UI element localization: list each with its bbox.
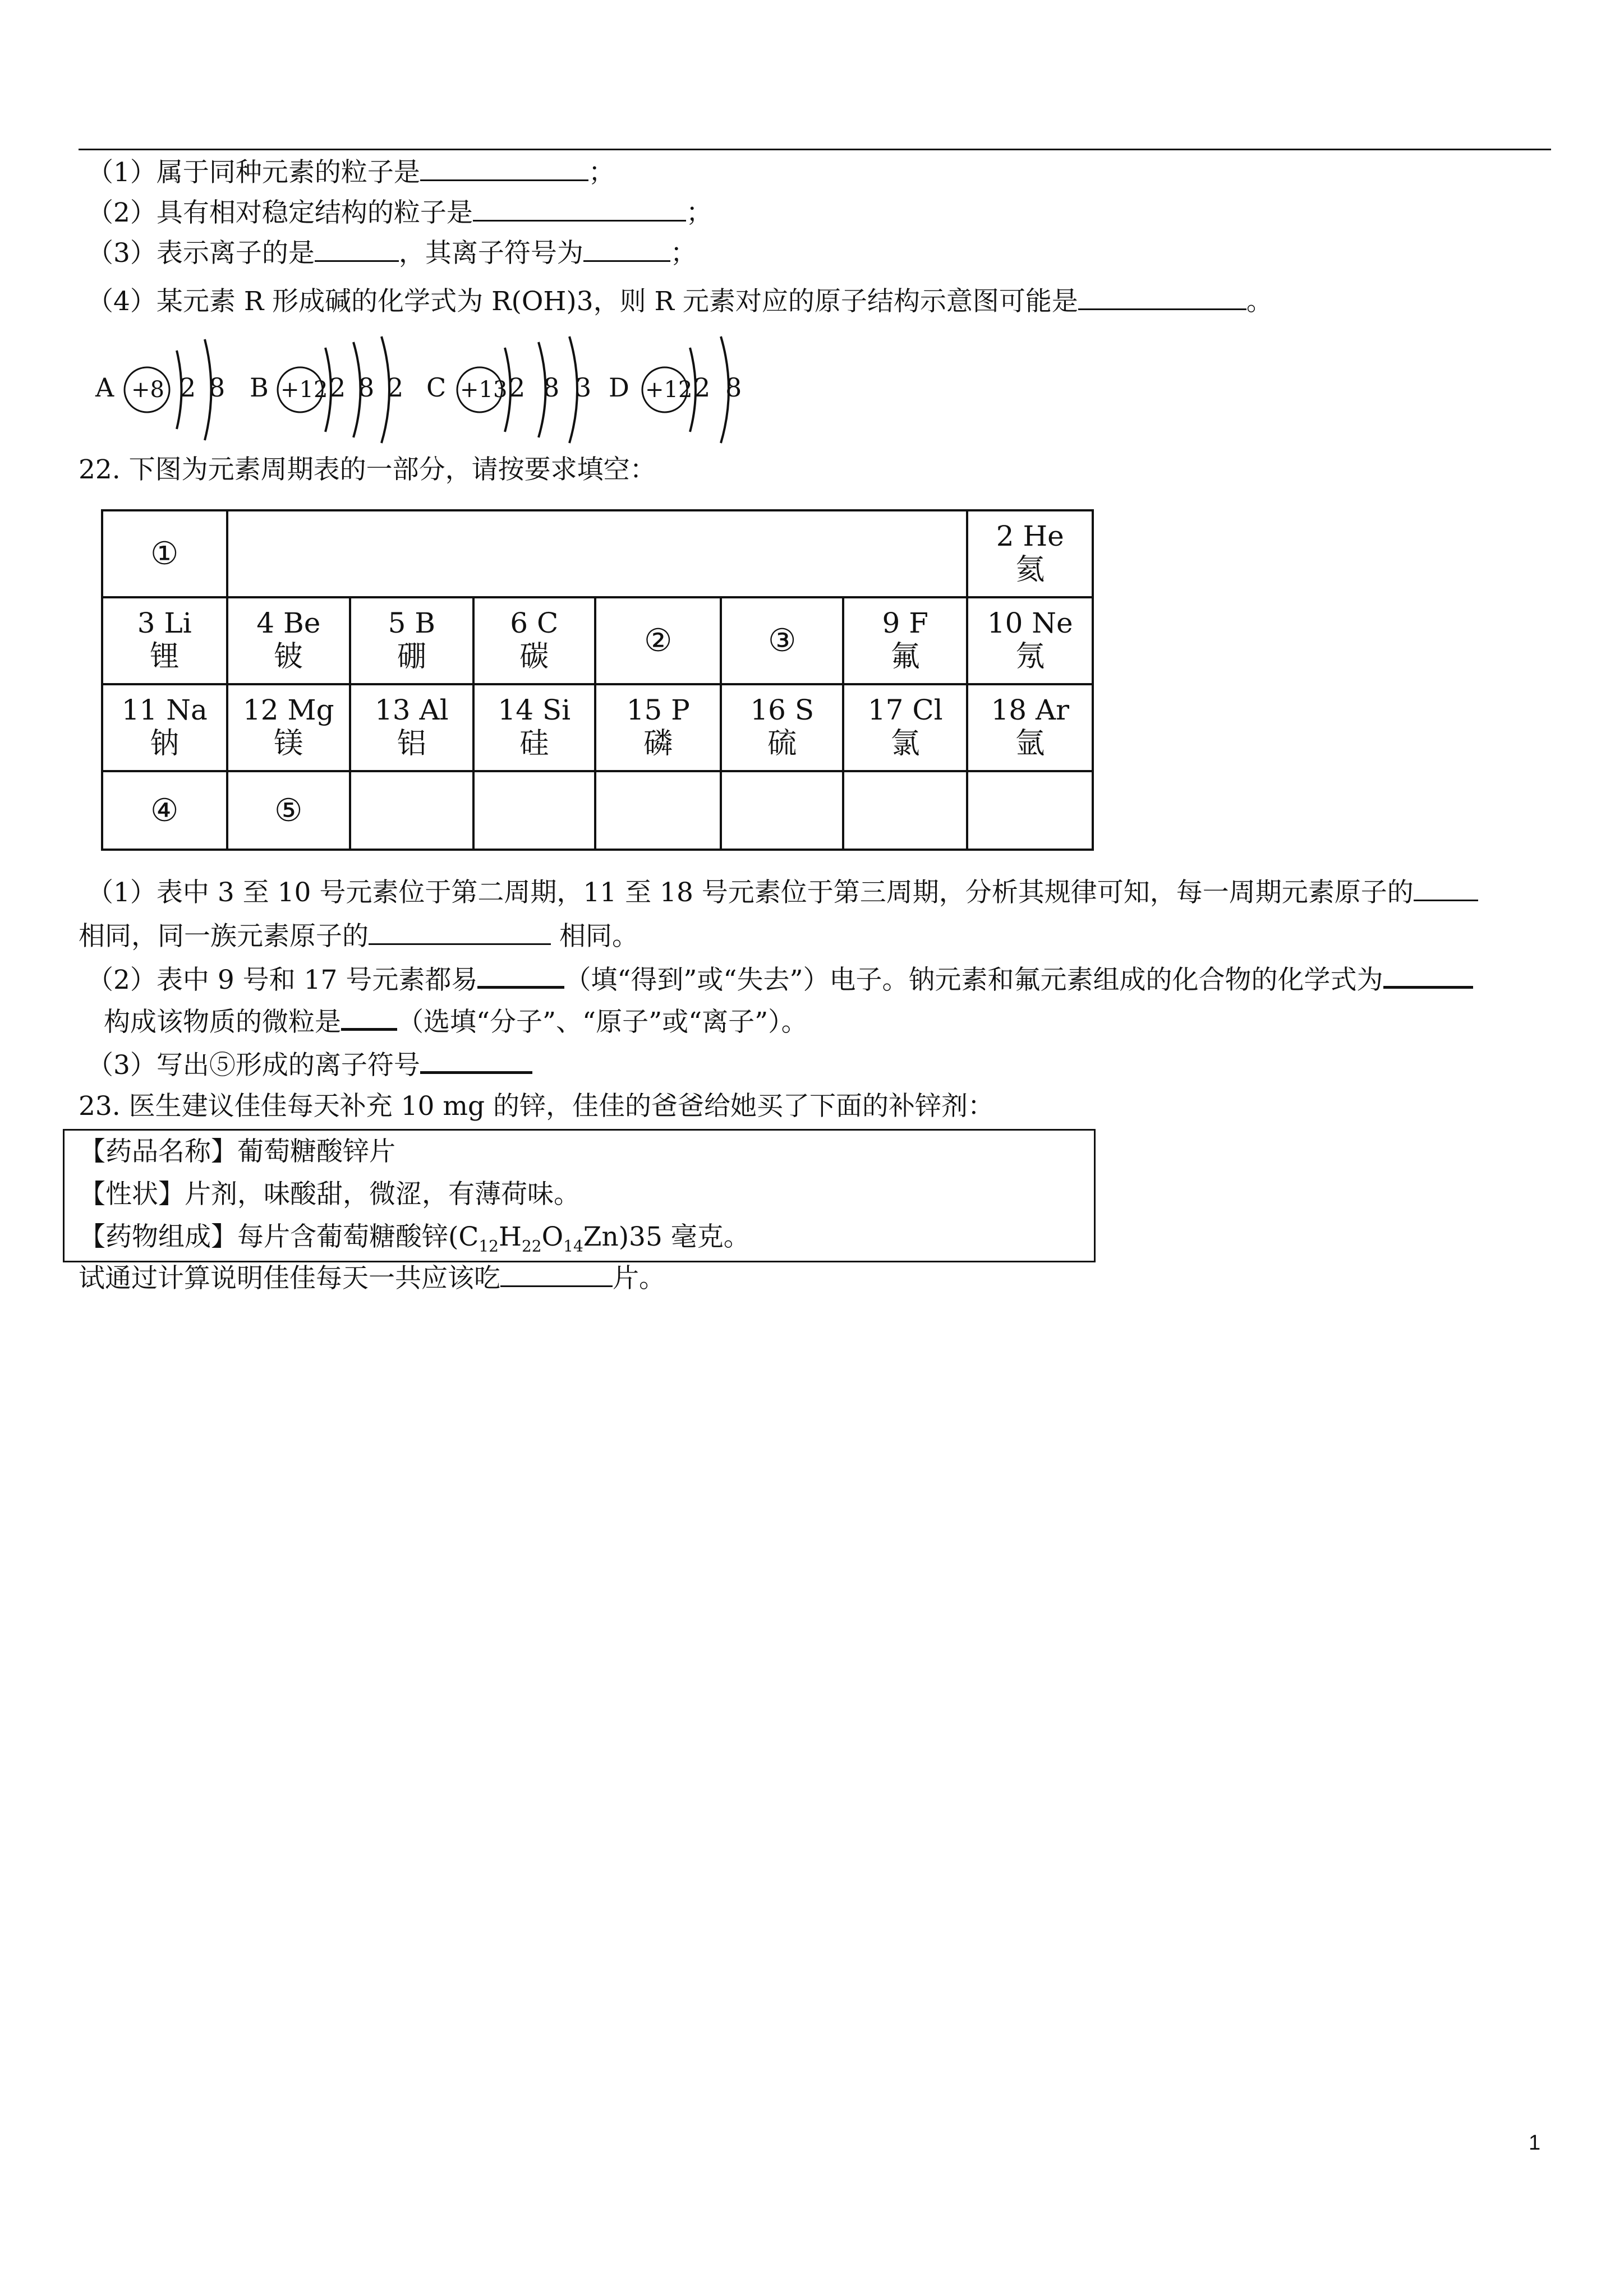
q21-part3: （3）表示离子的是 ，其离子符号为 ； <box>87 238 697 269</box>
q22-part1-line2: 相同，同一族元素原子的 相同。 <box>79 921 638 952</box>
cell-b: 5 B 硼 <box>350 597 473 684</box>
cell-1: ① <box>102 510 227 597</box>
answer-blank[interactable] <box>1414 877 1478 901</box>
svg-text:8: 8 <box>358 372 375 403</box>
cell-4: ④ <box>102 771 227 850</box>
q21-part4: （4）某元素 R 形成碱的化学式为 R(OH)3，则 R 元素对应的原子结构示意图可能是 。 <box>87 286 1273 317</box>
svg-text:2: 2 <box>694 372 711 403</box>
svg-text:D: D <box>609 372 629 403</box>
cell-empty <box>350 771 473 850</box>
svg-text:+8: +8 <box>131 377 164 403</box>
q22-part2-line2: 构成该物质的微粒是 （选填“分子”、“原子”或“离子”）。 <box>104 1007 808 1038</box>
svg-text:2: 2 <box>329 372 346 403</box>
q21-part1: （1）属于同种元素的粒子是 ； <box>87 157 615 188</box>
answer-blank[interactable] <box>477 963 564 989</box>
cell-empty <box>967 771 1093 850</box>
svg-text:+13: +13 <box>460 377 508 403</box>
cell-f: 9 F 氟 <box>843 597 967 684</box>
periodic-table <box>101 509 1094 851</box>
cell-p: 15 P 磷 <box>595 684 721 771</box>
option-d-diagram[interactable] <box>609 336 742 443</box>
q21-part2: （2）具有相对稳定结构的粒子是 ； <box>87 197 712 228</box>
medicine-label-box <box>63 1129 1096 1262</box>
answer-blank[interactable] <box>315 238 399 262</box>
cell-he: 2 He 氦 <box>967 510 1093 597</box>
medicine-composition: 【药物组成】每片含葡萄糖酸锌$(C_{12}H_{22}O_{14}Zn)35$ 毫克。 <box>79 1221 750 1256</box>
answer-blank[interactable] <box>1383 963 1473 989</box>
svg-text:8: 8 <box>209 372 226 403</box>
medicine-properties: 【性状】片剂，味酸甜，微涩，有薄荷味。 <box>79 1179 580 1210</box>
q22-part3: （3）写出⑤形成的离子符号 <box>87 1049 532 1082</box>
svg-text:2: 2 <box>509 372 526 403</box>
cell-al: 13 Al 铝 <box>350 684 473 771</box>
q23-question: 试通过计算说明佳佳每天一共应该吃 片。 <box>79 1263 665 1294</box>
cell-c: 6 C 碳 <box>473 597 595 684</box>
q22-part2-line1: （2）表中 9 号和 17 号元素都易 （填“得到”或“失去”）电子。钠元素和氟元素组成的化合物的化学式为 <box>87 963 1473 997</box>
answer-blank[interactable] <box>473 197 686 222</box>
svg-text:8: 8 <box>543 372 560 403</box>
answer-blank[interactable] <box>420 1049 532 1074</box>
cell-empty <box>843 771 967 850</box>
svg-text:2: 2 <box>387 372 404 403</box>
svg-text:B: B <box>250 372 269 403</box>
cell-li: 3 Li 锂 <box>102 597 227 684</box>
cell-ne: 10 Ne 氖 <box>967 597 1093 684</box>
cell-mg: 12 Mg 镁 <box>227 684 351 771</box>
cell-be: 4 Be 铍 <box>227 597 351 684</box>
option-b-diagram[interactable] <box>250 336 403 443</box>
answer-blank[interactable] <box>500 1263 613 1287</box>
option-a-diagram[interactable] <box>95 339 225 440</box>
svg-text:C: C <box>426 372 447 403</box>
answer-blank[interactable] <box>369 921 551 945</box>
atom-diagrams <box>84 328 785 446</box>
cell-s: 16 S 硫 <box>721 684 843 771</box>
cell-na: 11 Na 钠 <box>102 684 227 771</box>
svg-text:+12: +12 <box>645 377 693 403</box>
svg-text:A: A <box>95 372 114 403</box>
cell-2: ② <box>595 597 721 684</box>
q22-intro: 22. 下图为元素周期表的一部分，请按要求填空： <box>79 454 656 485</box>
q23-intro: 23. 医生建议佳佳每天补充 10 mg 的锌，佳佳的爸爸给她买了下面的补锌剂： <box>79 1091 994 1122</box>
answer-blank[interactable] <box>341 1006 397 1031</box>
answer-blank[interactable] <box>420 157 588 181</box>
option-c-diagram[interactable] <box>426 336 591 443</box>
svg-text:+12: +12 <box>280 377 328 403</box>
header-rule <box>79 149 1551 150</box>
cell-empty <box>721 771 843 850</box>
answer-blank[interactable] <box>583 238 670 262</box>
cell-si: 14 Si 硅 <box>473 684 595 771</box>
svg-text:8: 8 <box>725 372 742 403</box>
page-number: 1 <box>1529 2131 1541 2155</box>
cell-cl: 17 Cl 氯 <box>843 684 967 771</box>
answer-blank[interactable] <box>1078 286 1246 310</box>
cell-ar: 18 Ar 氩 <box>967 684 1093 771</box>
cell-3: ③ <box>721 597 843 684</box>
q22-part1-line1: （1）表中 3 至 10 号元素位于第二周期，11 至 18 号元素位于第三周期，分析其规律可知，每一周期元素原子的 <box>87 876 1478 910</box>
medicine-name: 【药品名称】葡萄糖酸锌片 <box>79 1136 395 1167</box>
cell-empty <box>473 771 595 850</box>
row1-gap <box>227 510 968 597</box>
cell-5: ⑤ <box>227 771 351 850</box>
svg-text:2: 2 <box>180 372 196 403</box>
cell-empty <box>595 771 721 850</box>
svg-text:3: 3 <box>575 372 592 403</box>
